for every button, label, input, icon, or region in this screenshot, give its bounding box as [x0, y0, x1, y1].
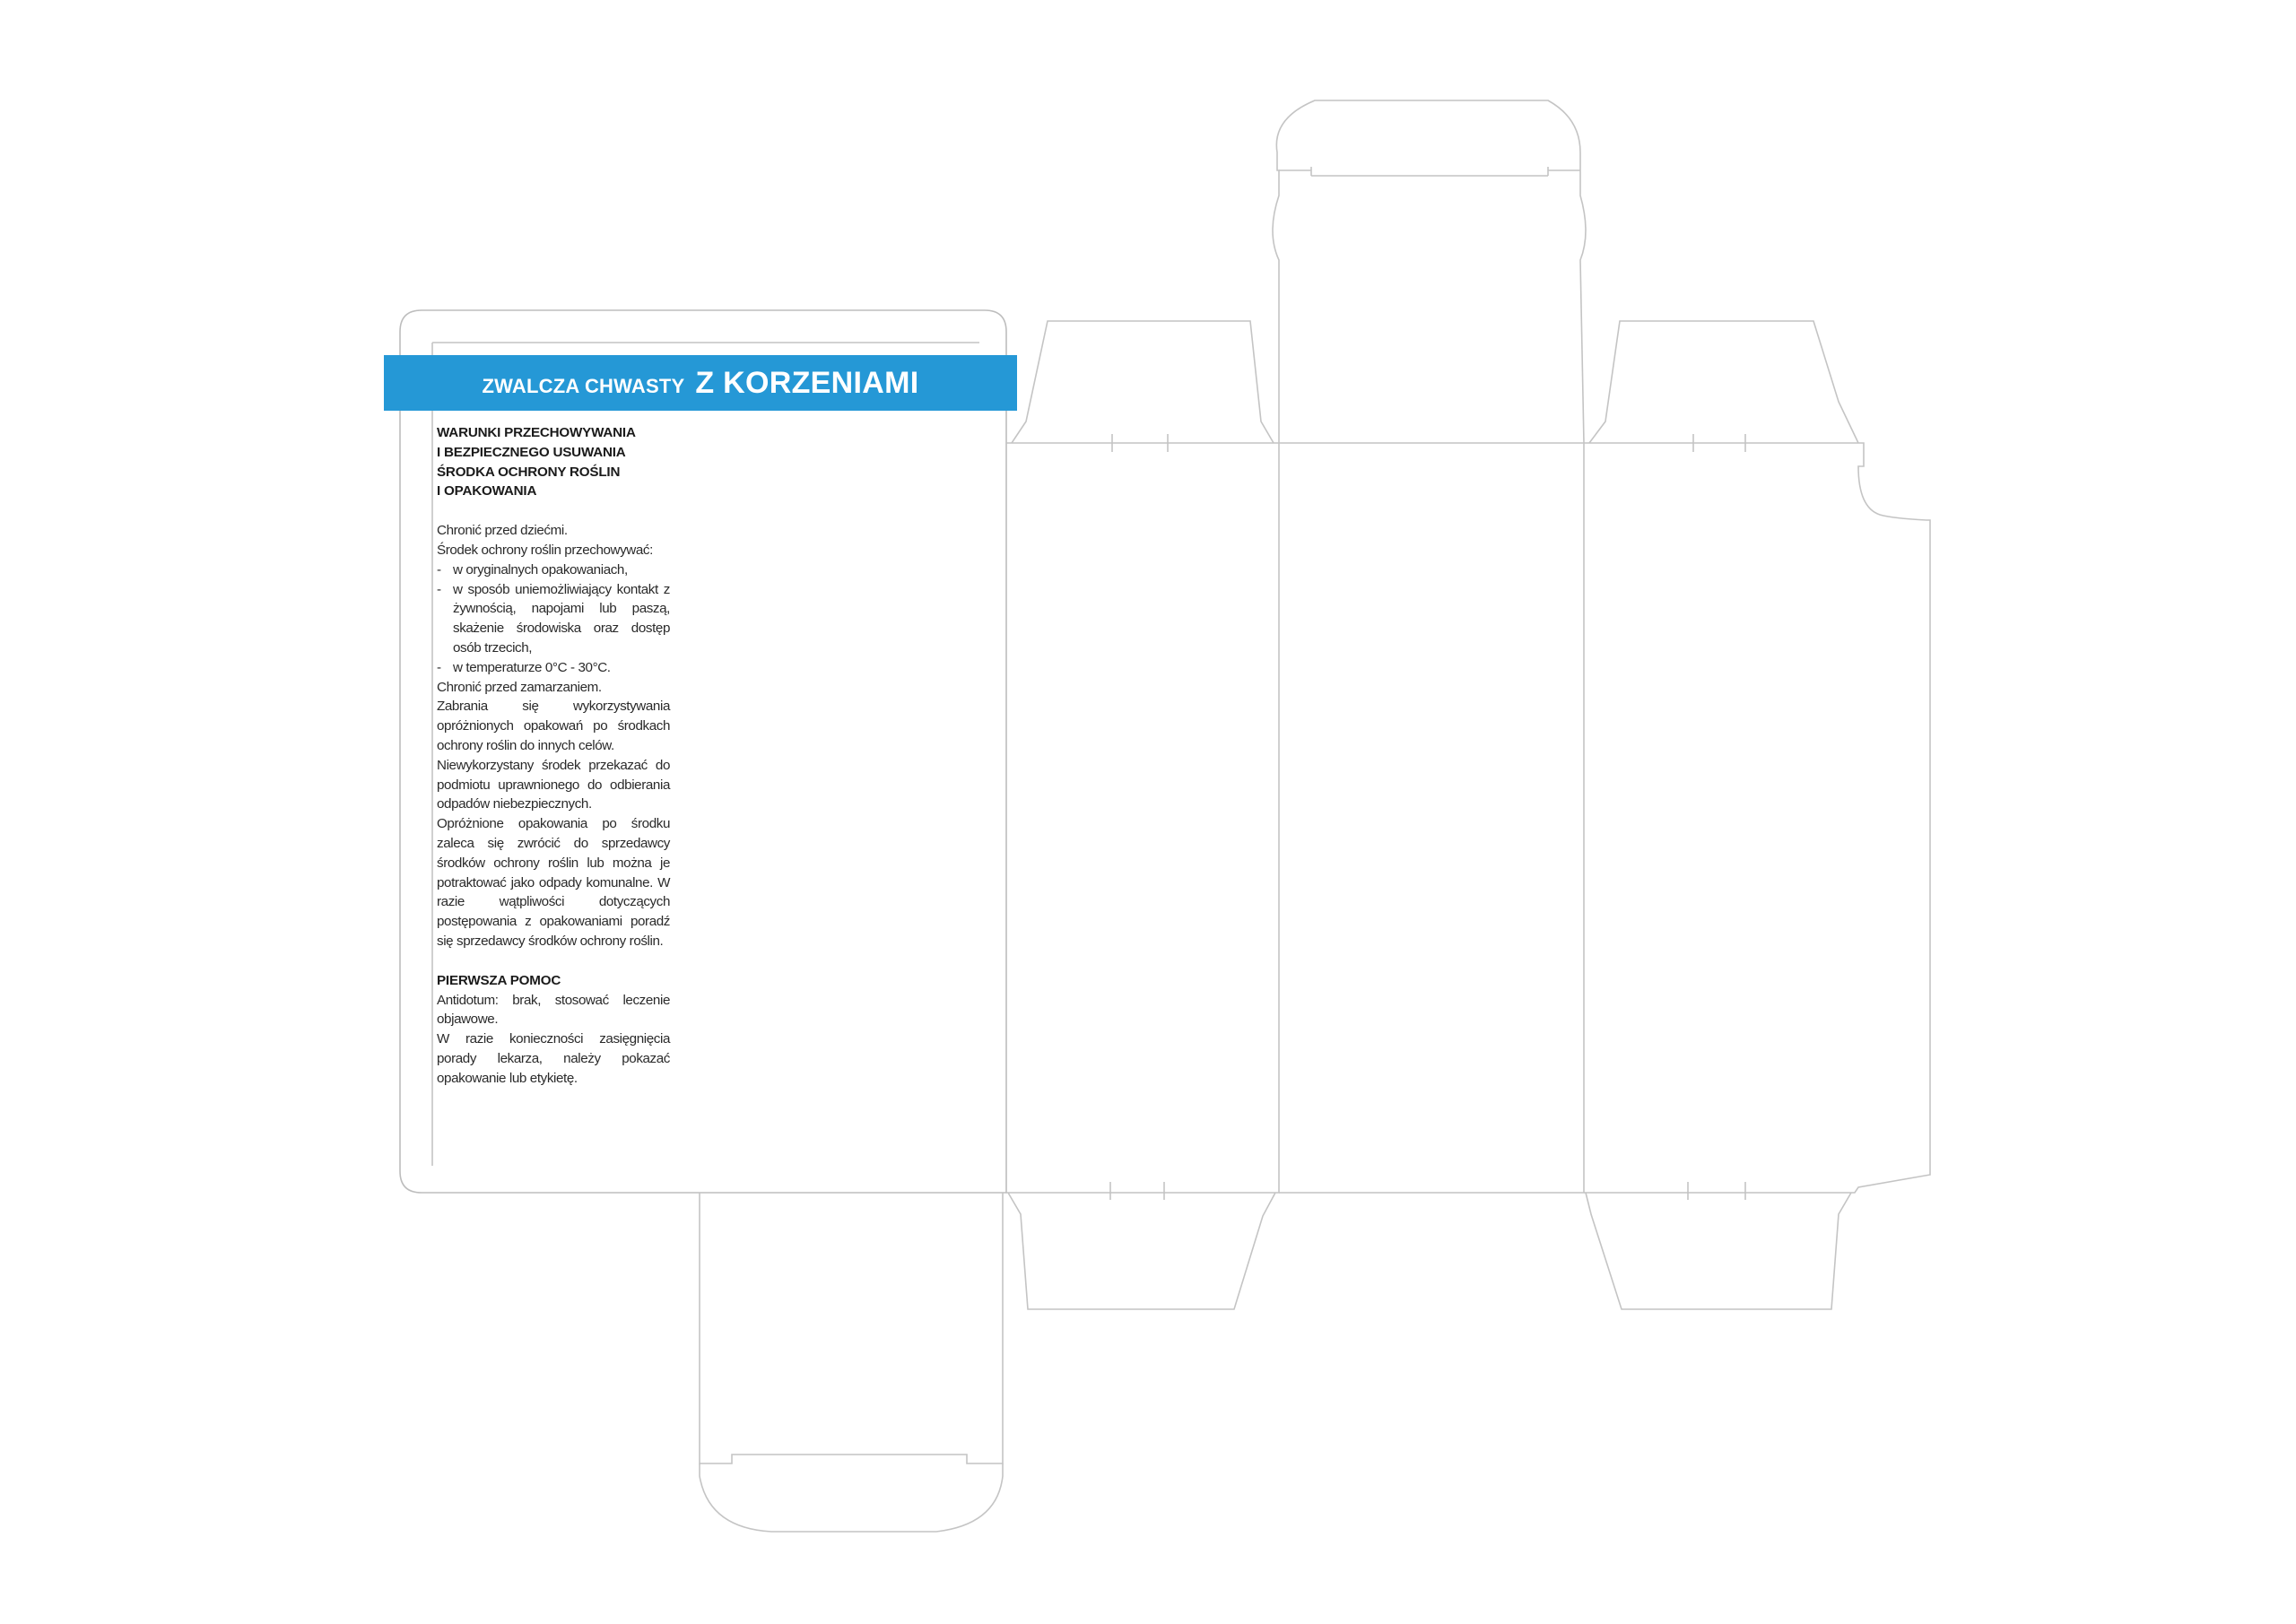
storage-heading-line: ŚRODKA OCHRONY ROŚLIN — [437, 464, 621, 480]
right-panel-outline — [1584, 443, 1930, 1193]
storage-paragraph: Chronić przed zamarzaniem. — [437, 679, 602, 695]
storage-paragraph: Zabrania się wykorzystywania opróżnionych opakowań po środkach ochrony roślin do innych celów. — [437, 699, 670, 753]
top-dust-flap-right — [1589, 321, 1858, 443]
storage-heading-line: WARUNKI PRZECHOWYWANIA — [437, 425, 636, 440]
top-tuck-flap — [1273, 100, 1586, 443]
spacer — [437, 501, 670, 521]
storage-intro: Chronić przed dziećmi. — [437, 523, 568, 539]
storage-bullet: - w sposób uniemożliwiający kontakt z żywnością, napojami lub paszą, skażenie środowiska oraz dostęp osób trzecich, — [437, 580, 670, 658]
bottom-tuck-rounded-end — [700, 1463, 1003, 1532]
storage-heading-line: I OPAKOWANIA — [437, 483, 537, 499]
storage-bullet: - w oryginalnych opakowaniach, — [437, 560, 670, 580]
storage-paragraph: Niewykorzystany środek przekazać do podmiotu uprawnionego do odbierania odpadów niebezpiecznych. — [437, 757, 670, 812]
headline-banner — [384, 355, 1017, 411]
storage-heading-line: I BEZPIECZNEGO USUWANIA — [437, 444, 626, 460]
banner-small-text: ZWALCZA CHWASTY — [482, 375, 685, 397]
bottom-dust-flap-left — [1008, 1193, 1275, 1309]
first-aid-paragraph: Antidotum: brak, stosować leczenie objawowe. — [437, 992, 670, 1028]
storage-instruction: Środek ochrony roślin przechowywać: — [437, 542, 653, 558]
spacer — [437, 951, 670, 971]
first-aid-paragraph: W razie konieczności zasięgnięcia porady lekarza, należy pokazać opakowanie lub etykietę. — [437, 1031, 670, 1086]
first-aid-heading: PIERWSZA POMOC — [437, 972, 561, 988]
storage-heading — [437, 423, 670, 501]
front-panel-outline — [1006, 443, 1279, 1193]
label-text-block — [437, 423, 670, 1089]
storage-paragraph: Opróżnione opakowania po środku zaleca się zwrócić do sprzedawcy środków ochrony roślin lub można je potraktować jako odpady komunalne. W razie wątpliwości dotyczących postępowania z opakowaniami poradź się sprzedawcy środków ochrony roślin. — [437, 816, 670, 949]
banner-big-text: Z KORZENIAMI — [695, 365, 919, 400]
bottom-dust-flap-right — [1586, 1193, 1851, 1309]
bottom-tuck-flap — [700, 1193, 1003, 1463]
back-panel-outline — [1279, 443, 1584, 1193]
storage-bullet-list — [437, 560, 670, 678]
storage-bullet: - w temperaturze 0°C - 30°C. — [437, 658, 670, 678]
top-dust-flap-left — [1012, 321, 1274, 443]
